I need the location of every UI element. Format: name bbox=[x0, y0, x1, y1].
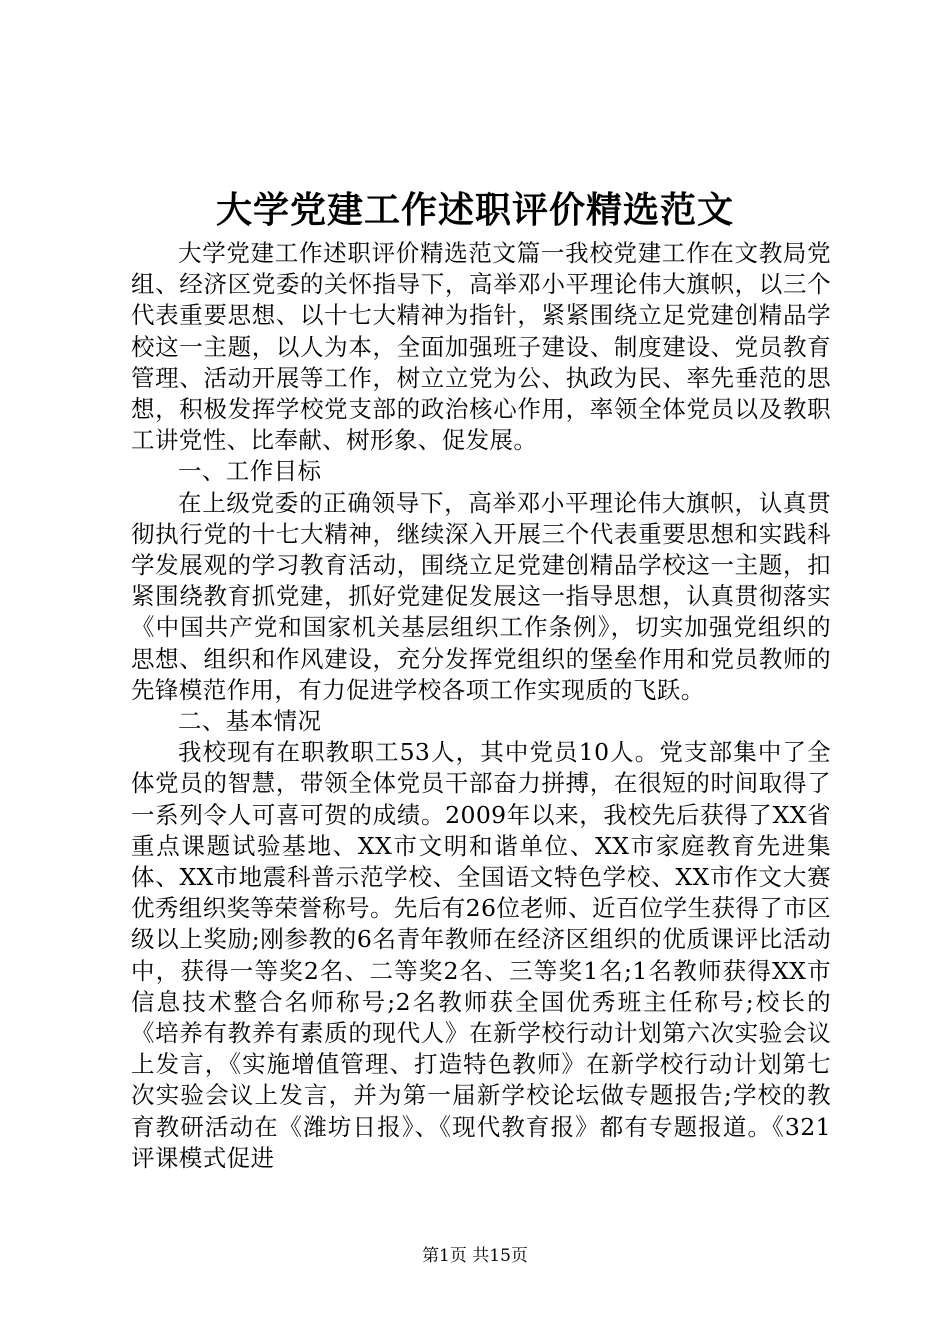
paragraph-intro: 大学党建工作述职评价精选范文篇一我校党建工作在文教局党组、经济区党委的关怀指导下，高举邓小平理论伟大旗帜，以三个代表重要思想、以十七大精神为指针，紧紧围绕立足党建创精品学校这一主题，以人为本，全面加强班子建设、制度建设、党员教育管理、活动开展等工作，树立立党为公、执政为民、率先垂范的思想，积极发挥学校党支部的政治核心作用，率领全体党员以及教职工讲党性、比奉献、树形象、促发展。 bbox=[131, 239, 831, 455]
page-footer: 第1页 共15页 bbox=[422, 1246, 528, 1266]
section-heading-basic-situation: 二、基本情况 bbox=[178, 707, 322, 736]
document-title: 大学党建工作述职评价精选范文 bbox=[215, 189, 734, 231]
paragraph-basic-situation: 我校现有在职教职工53人，其中党员10人。党支部集中了全体党员的智慧，带领全体党员干部奋力拼搏，在很短的时间取得了一系列令人可喜可贺的成绩。2009年以来，我校先后获得了XX省重点课题试验基地、XX市文明和谐单位、XX市家庭教育先进集体、XX市地震科普示范学校、全国语文特色学校、XX市作文大赛优秀组织奖等荣誉称号。先后有26位老师、近百位学生获得了市区级以上奖励;刚参教的6名青年教师在经济区组织的优质课评比活动中，获得一等奖2名、二等奖2名、三等奖1名;1名教师获得XX市信息技术整合名师称号;2名教师获全国优秀班主任称号;校长的《培养有教养有素质的现代人》在新学校行动计划第六次实验会议上发言，《实施增值管理、打造特色教师》在新学校行动计划第七次实验会议上发言，并为第一届新学校论坛做专题报告;学校的教育教研活动在《潍坊日报》、《现代教育报》都有专题报道。《321评课模式促进 bbox=[131, 738, 831, 1172]
document-body bbox=[131, 238, 831, 1174]
section-heading-work-goals: 一、工作目标 bbox=[178, 457, 322, 486]
paragraph-work-goals: 在上级党委的正确领导下，高举邓小平理论伟大旗帜，认真贯彻执行党的十七大精神，继续深入开展三个代表重要思想和实践科学发展观的学习教育活动，围绕立足党建创精品学校这一主题，扣紧围绕教育抓党建，抓好党建促发展这一指导思想，认真贯彻落实《中国共产党和国家机关基层组织工作条例》，切实加强党组织的思想、组织和作风建设，充分发挥党组织的堡垒作用和党员教师的先锋模范作用，有力促进学校各项工作实现质的飞跃。 bbox=[131, 488, 831, 704]
